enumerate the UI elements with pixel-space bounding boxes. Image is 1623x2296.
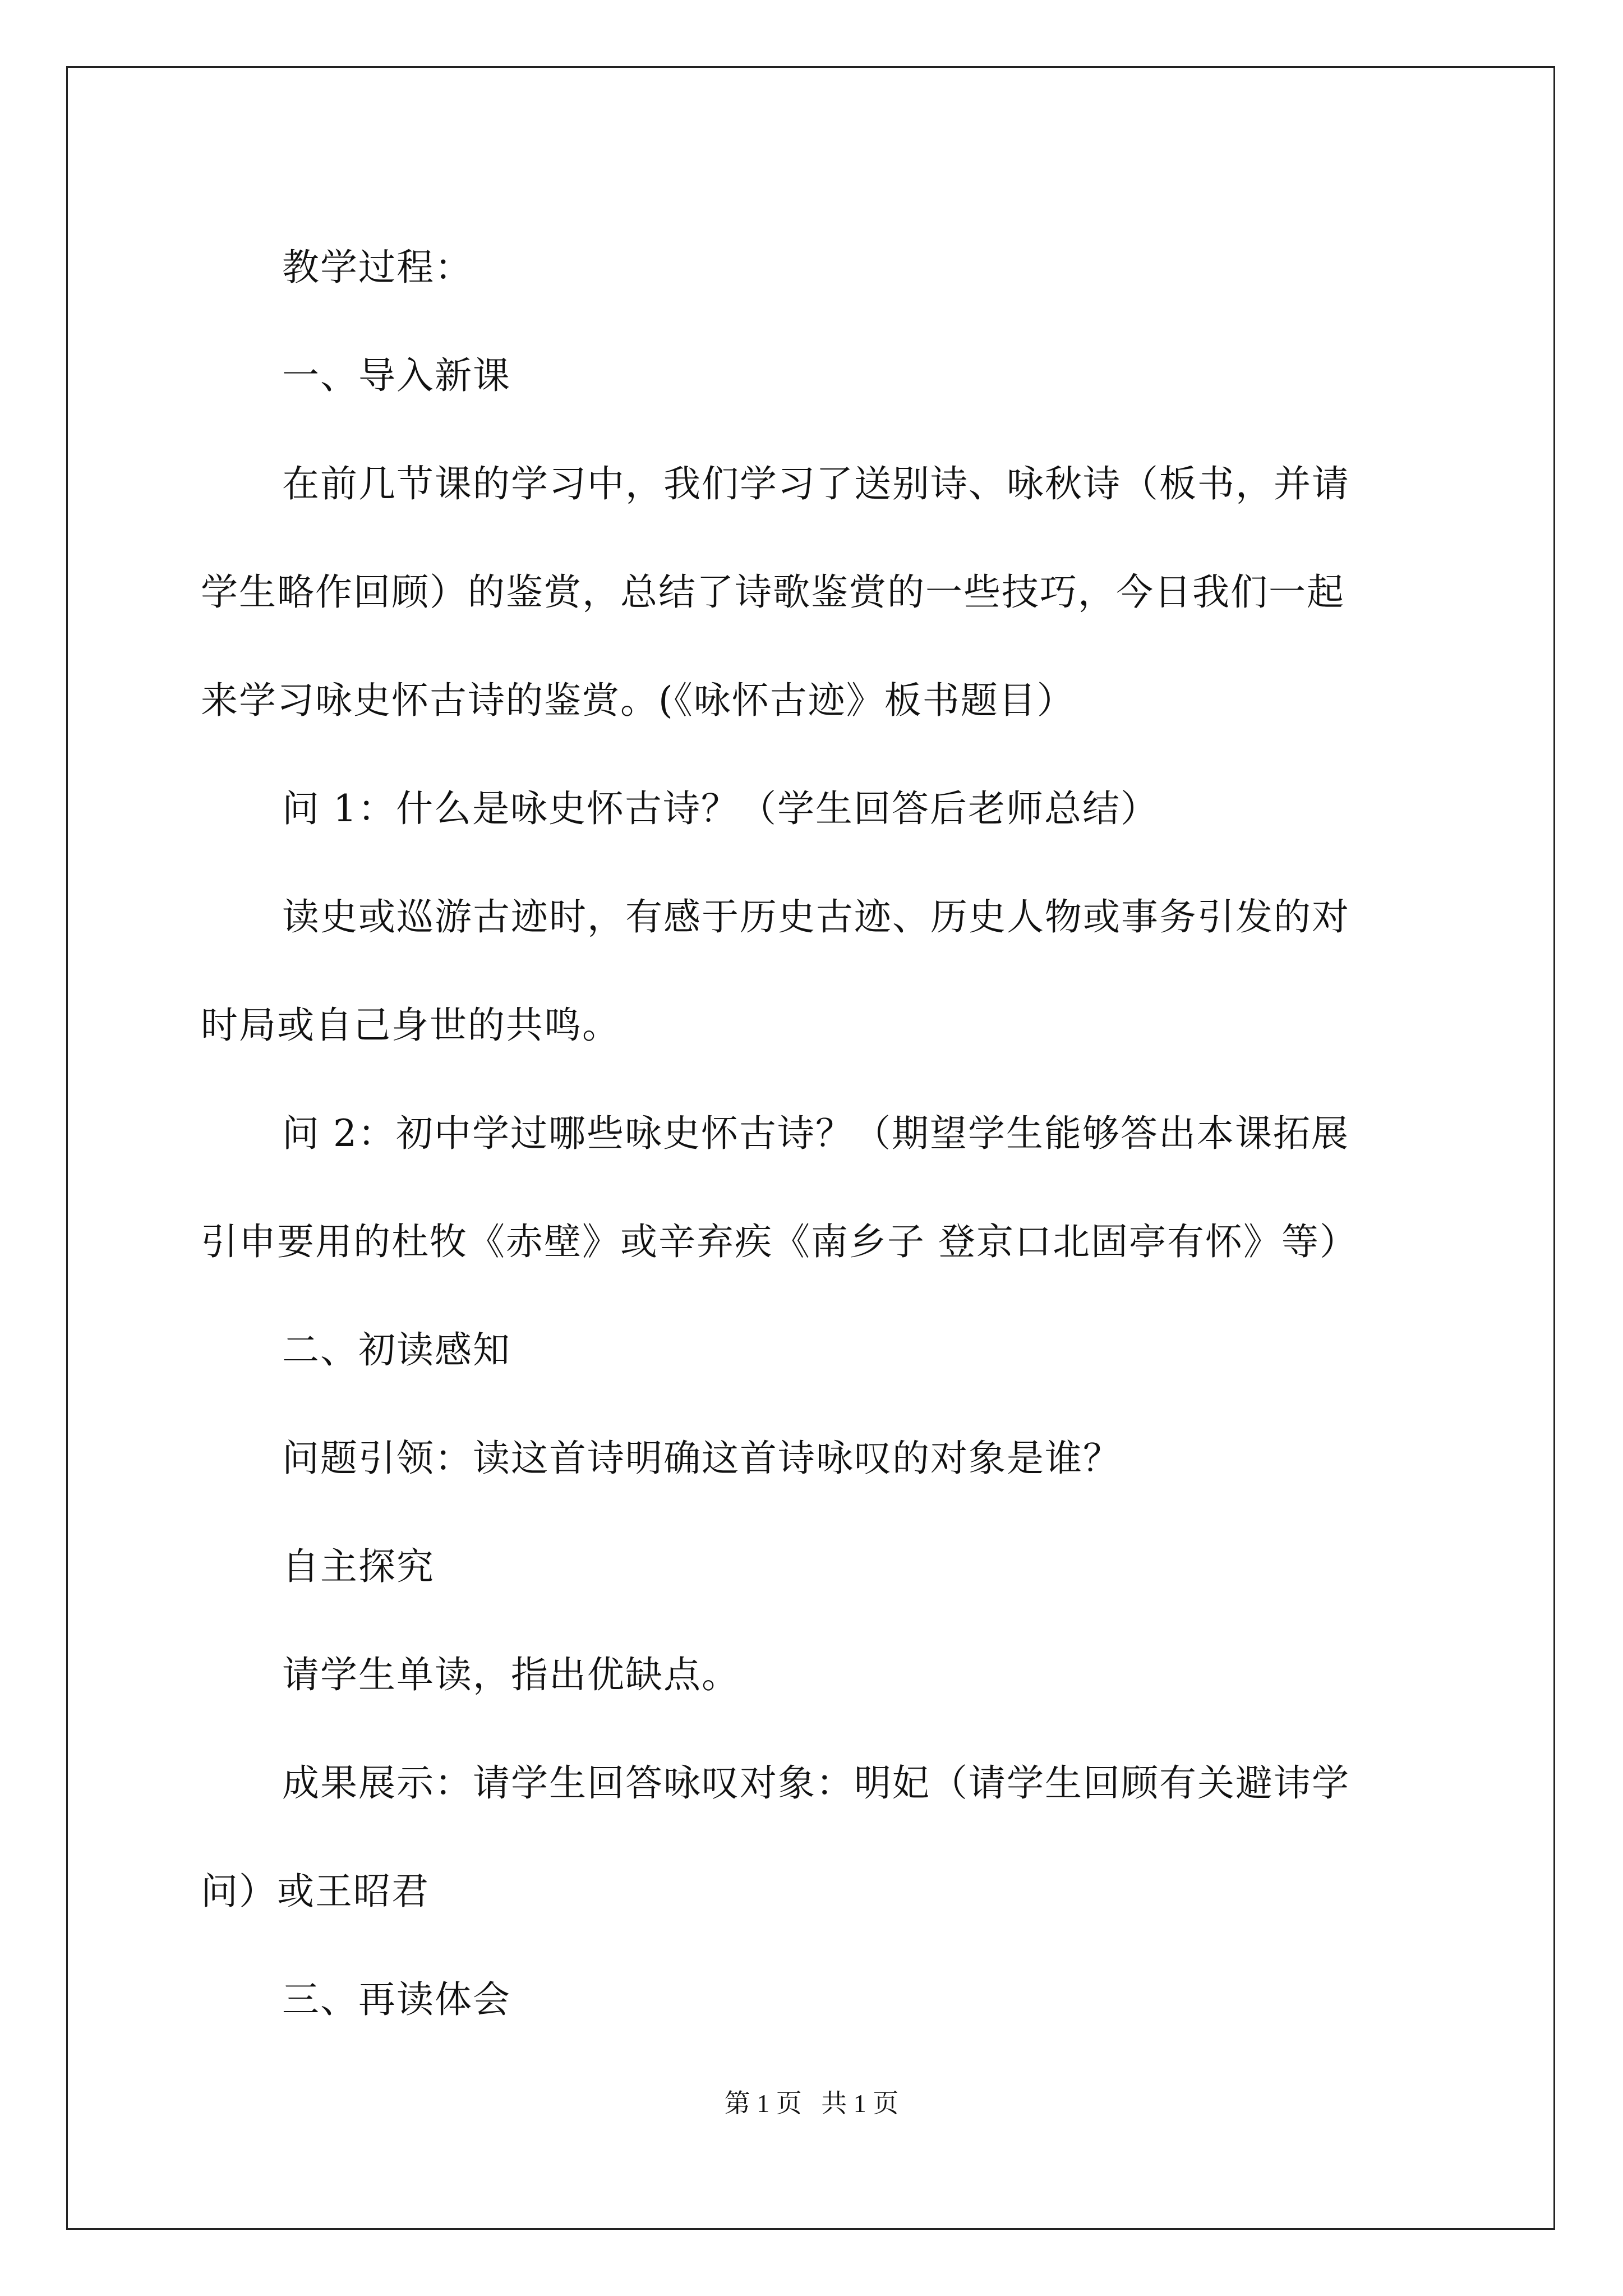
text-line: 在前几节课的学习中，我们学习了送别诗、咏秋诗（板书，并请 (282, 462, 1350, 505)
section-heading: 一、导入新课 (282, 354, 511, 397)
paragraph (201, 430, 1435, 754)
text-line: 学生略作回顾）的鉴赏，总结了诗歌鉴赏的一些技巧，今日我们一起 (201, 570, 1345, 614)
text-line: 时局或自己身世的共鸣。 (201, 1004, 620, 1047)
text-line: 自主探究 (282, 1545, 435, 1588)
text-line: 读史或巡游古迹时，有感于历史古迹、历史人物或事务引发的对 (282, 895, 1350, 938)
page-number: 第 1 页 (724, 2089, 802, 2118)
question-line: 问 2：初中学过哪些咏史怀古诗？（期望学生能够答出本课拓展 (282, 1112, 1349, 1155)
page-total: 共 1 页 (821, 2089, 899, 2118)
text-line: 来学习咏史怀古诗的鉴赏。(《咏怀古迹》板书题目） (201, 679, 1075, 722)
section-heading: 二、初读感知 (282, 1328, 511, 1372)
question-line: 问 1：什么是咏史怀古诗？（学生回答后老师总结） (282, 787, 1159, 830)
paragraph (201, 1079, 1435, 1296)
text-line: 问题引领：读这首诗明确这首诗咏叹的对象是谁？ (282, 1437, 1121, 1480)
paragraph (201, 1729, 1435, 1945)
text-line: 成果展示：请学生回答咏叹对象：明妃（请学生回顾有关避讳学 (282, 1761, 1350, 1805)
paragraph (201, 863, 1435, 1079)
text-line: 引申要用的杜牧《赤壁》或辛弃疾《南乡子 登京口北固亭有怀》等） (201, 1220, 1358, 1263)
section-heading: 教学过程： (282, 246, 473, 289)
footer-spacer (802, 2089, 822, 2118)
document-body (201, 213, 1435, 2054)
page-footer (0, 2087, 1623, 2120)
section-heading: 三、再读体会 (282, 1978, 511, 2021)
text-line: 问）或王昭君 (201, 1870, 430, 1913)
text-line: 请学生单读，指出优缺点。 (282, 1653, 740, 1696)
